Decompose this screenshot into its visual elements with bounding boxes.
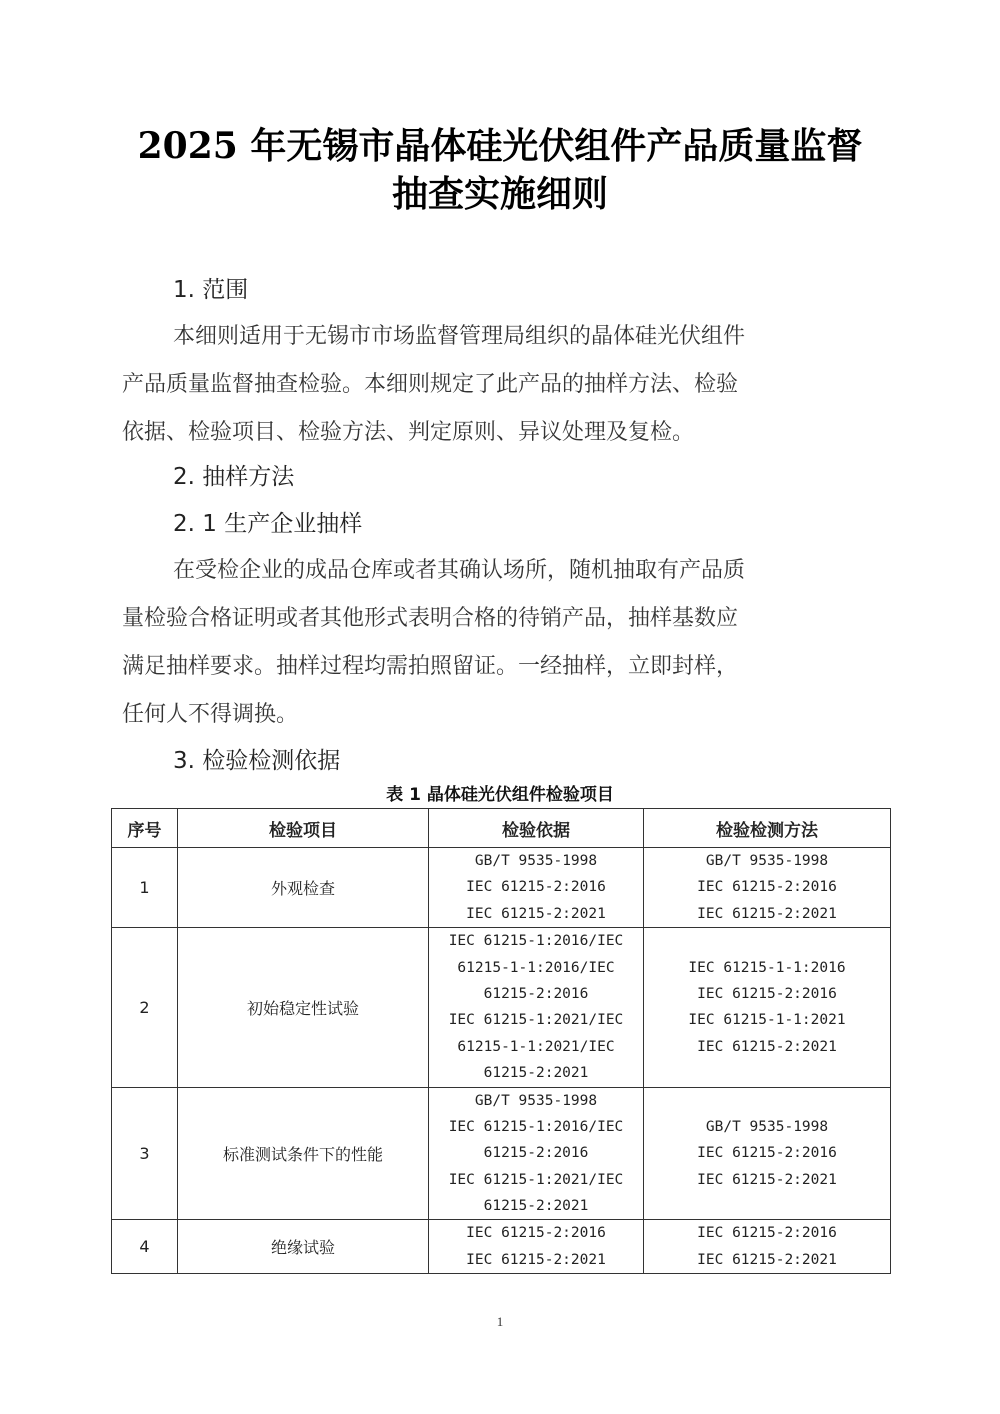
row-basis — [429, 848, 644, 928]
standard-text: GB/T 9535-1998 — [474, 1092, 598, 1109]
standard-text: GB/T 9535-1998 — [705, 1118, 829, 1135]
scope-paragraph-line: 本细则适用于无锡市市场监督管理局组织的晶体硅光伏组件 — [173, 324, 746, 349]
standard-text: IEC 61215-2:2021 — [697, 1251, 837, 1268]
standard-text: IEC 61215-2:2016 — [697, 879, 837, 896]
sampling-paragraph-line: 在受检企业的成品仓库或者其确认场所，随机抽取有产品质 — [173, 558, 746, 583]
standard-text: IEC 61215-2:2021 — [697, 1171, 837, 1188]
row-method — [644, 848, 891, 928]
section-heading-sampling: 2. 抽样方法 — [173, 464, 295, 490]
scope-paragraph-line: 依据、检验项目、检验方法、判定原则、异议处理及复检。 — [122, 420, 695, 445]
standard-text: IEC 61215-1-1:2021 — [688, 1012, 846, 1029]
standard-text: GB/T 9535-1998 — [705, 853, 829, 869]
standard-text: IEC 61215-1:2016/IEC — [448, 933, 624, 950]
table-row — [112, 1220, 891, 1274]
scope-paragraph-line: 产品质量监督抽查检验。本细则规定了此产品的抽样方法、检验 — [122, 372, 739, 397]
row-basis — [429, 928, 644, 1087]
section-heading-basis: 3. 检验检测依据 — [173, 748, 341, 774]
row-number: 4 — [112, 1220, 178, 1274]
standard-text: IEC 61215-1:2021/IEC — [448, 1012, 624, 1029]
column-header-number: 序号 — [112, 809, 178, 848]
row-basis — [429, 1087, 644, 1220]
row-item: 绝缘试验 — [178, 1220, 429, 1274]
row-method — [644, 1220, 891, 1274]
standard-text: IEC 61215-2:2016 — [697, 1225, 837, 1242]
standard-text: IEC 61215-2:2021 — [466, 1251, 606, 1268]
row-number: 2 — [112, 928, 178, 1087]
document-title-line-2: 抽查实施细则 — [391, 173, 608, 215]
section-heading-scope: 1. 范围 — [173, 277, 249, 303]
sampling-paragraph-line: 量检验合格证明或者其他形式表明合格的待销产品，抽样基数应 — [122, 606, 739, 631]
inspection-items-table — [111, 808, 891, 1274]
table-row — [112, 928, 891, 1087]
row-item: 标准测试条件下的性能 — [178, 1087, 429, 1220]
enterprise-sampling-paragraph — [122, 547, 888, 739]
row-item: 外观检查 — [178, 848, 429, 928]
scope-paragraph — [122, 313, 888, 457]
row-number: 1 — [112, 848, 178, 928]
standard-text: 61215-2:2016 — [483, 1145, 589, 1162]
sampling-paragraph-line: 满足抽样要求。抽样过程均需拍照留证。一经抽样，立即封样， — [122, 654, 739, 679]
table-caption: 表 1 晶体硅光伏组件检验项目 — [386, 785, 614, 805]
column-header-basis: 检验依据 — [429, 809, 644, 848]
document-title-line-1: 2025 年无锡市晶体硅光伏组件产品质量监督 — [137, 125, 863, 167]
row-basis — [429, 1220, 644, 1274]
standard-text: IEC 61215-2:2016 — [697, 985, 837, 1002]
row-item: 初始稳定性试验 — [178, 928, 429, 1087]
table-row — [112, 848, 891, 928]
standard-text: 61215-1-1:2021/IEC — [457, 1038, 615, 1055]
standard-text: IEC 61215-2:2016 — [697, 1145, 837, 1162]
standard-text: IEC 61215-2:2016 — [466, 879, 606, 896]
standard-text: IEC 61215-2:2021 — [697, 1038, 837, 1055]
sampling-paragraph-line: 任何人不得调换。 — [122, 702, 299, 727]
row-number: 3 — [112, 1087, 178, 1220]
section-heading-enterprise-sampling: 2. 1 生产企业抽样 — [173, 511, 363, 537]
standard-text: IEC 61215-2:2021 — [697, 905, 837, 922]
table-header-row — [112, 809, 891, 848]
column-header-method: 检验检测方法 — [644, 809, 891, 848]
standard-text: 61215-2:2021 — [483, 1198, 589, 1215]
row-method — [644, 1087, 891, 1220]
column-header-item: 检验项目 — [178, 809, 429, 848]
standard-text: IEC 61215-1-1:2016 — [688, 959, 846, 976]
standard-text: IEC 61215-2:2016 — [466, 1225, 606, 1242]
page-number: 1 — [496, 1314, 504, 1329]
table-row — [112, 1087, 891, 1220]
standard-text: 61215-2:2021 — [483, 1065, 589, 1082]
standard-text: 61215-2:2016 — [483, 985, 589, 1002]
standard-text: 61215-1-1:2016/IEC — [457, 959, 615, 976]
standard-text: IEC 61215-1:2016/IEC — [448, 1118, 624, 1135]
standard-text: IEC 61215-1:2021/IEC — [448, 1171, 624, 1188]
row-method — [644, 928, 891, 1087]
standard-text: IEC 61215-2:2021 — [466, 905, 606, 922]
standard-text: GB/T 9535-1998 — [474, 853, 598, 869]
